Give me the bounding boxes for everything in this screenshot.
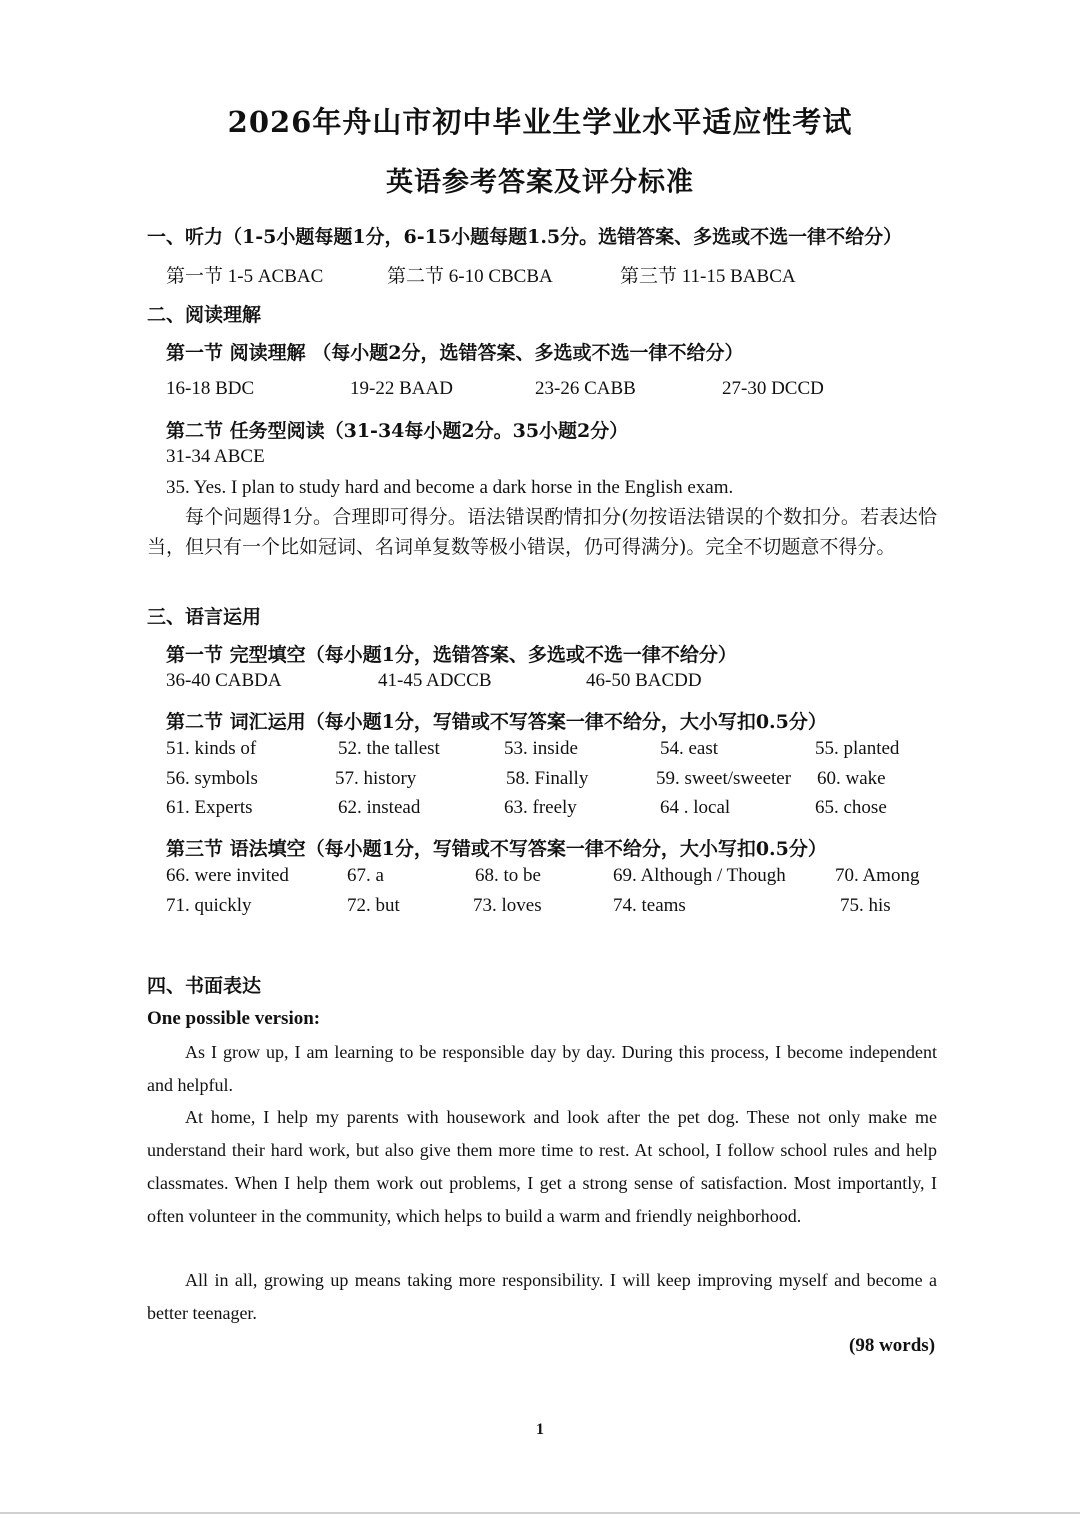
question-35-scoring-note: 每个问题得1分。合理即可得分。语法错误酌情扣分(勿按语法错误的个数扣分。若表达恰当，但只有一个比如冠词、名词单复数等极小错误，仍可得满分)。完全不切题意不得分。 bbox=[147, 506, 937, 558]
vocabulary-answer: 62. instead bbox=[338, 797, 421, 818]
cloze-answer: 36-40 CABDA bbox=[166, 670, 282, 691]
grammar-answer: 75. his bbox=[840, 895, 891, 916]
grammar-answer: 71. quickly bbox=[166, 895, 252, 916]
vocabulary-answer: 53. inside bbox=[504, 738, 578, 759]
question-35-answer: 35. Yes. I plan to study hard and become a dark horse in the English exam. bbox=[166, 477, 734, 498]
essay-paragraph: At home, I help my parents with housework and look after the pet dog. These not only make me understand their hard work, but also give them more time to rest. At school, I follow school rules and help classmates. When I help them work out problems, I get a strong sense of satisfaction. Most importantly, I often volunteer in the community, which helps to build a warm and friendly neighborhood. bbox=[147, 1107, 937, 1226]
reading-answer: 27-30 DCCD bbox=[722, 378, 824, 399]
grammar-answer: 69. Although / Though bbox=[613, 865, 786, 886]
grammar-answer: 67. a bbox=[347, 865, 384, 886]
grammar-answer: 70. Among bbox=[835, 865, 920, 886]
grammar-answer: 66. were invited bbox=[166, 865, 289, 886]
essay-paragraph: As I grow up, I am learning to be responsible day by day. During this process, I become independent and helpful. bbox=[147, 1042, 937, 1095]
grammar-heading: 第三节 语法填空（每小题1分，写错或不写答案一律不给分，大小写扣0.5分） bbox=[166, 838, 827, 860]
page-edge-divider bbox=[0, 1512, 1080, 1514]
vocabulary-answer: 58. Finally bbox=[506, 768, 589, 789]
reading-part2-answer: 31-34 ABCE bbox=[166, 446, 265, 467]
writing-heading: 四、书面表达 bbox=[147, 975, 262, 997]
reading-part2-heading: 第二节 任务型阅读（31-34每小题2分。35小题2分） bbox=[166, 420, 629, 442]
vocabulary-answer: 61. Experts bbox=[166, 797, 253, 818]
cloze-heading: 第一节 完型填空（每小题1分，选错答案、多选或不选一律不给分） bbox=[166, 644, 737, 666]
listening-section-2: 第二节 6-10 CBCBA bbox=[387, 266, 553, 287]
vocabulary-answer: 54. east bbox=[660, 738, 719, 759]
reading-heading: 二、阅读理解 bbox=[147, 304, 262, 326]
grammar-answer: 73. loves bbox=[473, 895, 542, 916]
vocabulary-answer: 59. sweet/sweeter bbox=[656, 768, 792, 789]
document-title: 2026年舟山市初中毕业生学业水平适应性考试 bbox=[227, 105, 853, 139]
reading-part1-heading: 第一节 阅读理解 （每小题2分，选错答案、多选或不选一律不给分） bbox=[166, 342, 744, 364]
vocabulary-answer: 65. chose bbox=[815, 797, 887, 818]
vocabulary-answer: 52. the tallest bbox=[338, 738, 440, 759]
listening-heading: 一、听力（1-5小题每题1分，6-15小题每题1.5分。选错答案、多选或不选一律不给分） bbox=[147, 226, 903, 248]
listening-section-3: 第三节 11-15 BABCA bbox=[620, 266, 796, 287]
vocabulary-answer: 63. freely bbox=[504, 797, 577, 818]
page-number: 1 bbox=[536, 1421, 544, 1438]
vocabulary-answer: 56. symbols bbox=[166, 768, 258, 789]
document-subtitle: 英语参考答案及评分标准 bbox=[386, 167, 694, 198]
listening-section-1: 第一节 1-5 ACBAC bbox=[166, 266, 324, 287]
reading-answer: 19-22 BAAD bbox=[350, 378, 453, 399]
vocabulary-answer: 57. history bbox=[335, 768, 417, 789]
sample-version-label: One possible version: bbox=[147, 1008, 321, 1029]
vocabulary-answer: 51. kinds of bbox=[166, 738, 257, 759]
vocabulary-answer: 64 . local bbox=[660, 797, 731, 818]
cloze-answer: 41-45 ADCCB bbox=[378, 670, 492, 691]
grammar-answer: 74. teams bbox=[613, 895, 686, 916]
grammar-answer: 68. to be bbox=[475, 865, 541, 886]
language-heading: 三、语言运用 bbox=[147, 606, 262, 628]
vocabulary-answer: 55. planted bbox=[815, 738, 900, 759]
vocabulary-heading: 第二节 词汇运用（每小题1分，写错或不写答案一律不给分，大小写扣0.5分） bbox=[166, 711, 827, 733]
word-count: (98 words) bbox=[849, 1335, 936, 1356]
grammar-answer: 72. but bbox=[347, 895, 400, 916]
cloze-answer: 46-50 BACDD bbox=[586, 670, 702, 691]
essay-paragraph: All in all, growing up means taking more responsibility. I will keep improving myself and become a better teenager. bbox=[147, 1270, 937, 1323]
vocabulary-answer: 60. wake bbox=[817, 768, 886, 789]
reading-answer: 23-26 CABB bbox=[535, 378, 636, 399]
reading-answer: 16-18 BDC bbox=[166, 378, 255, 399]
